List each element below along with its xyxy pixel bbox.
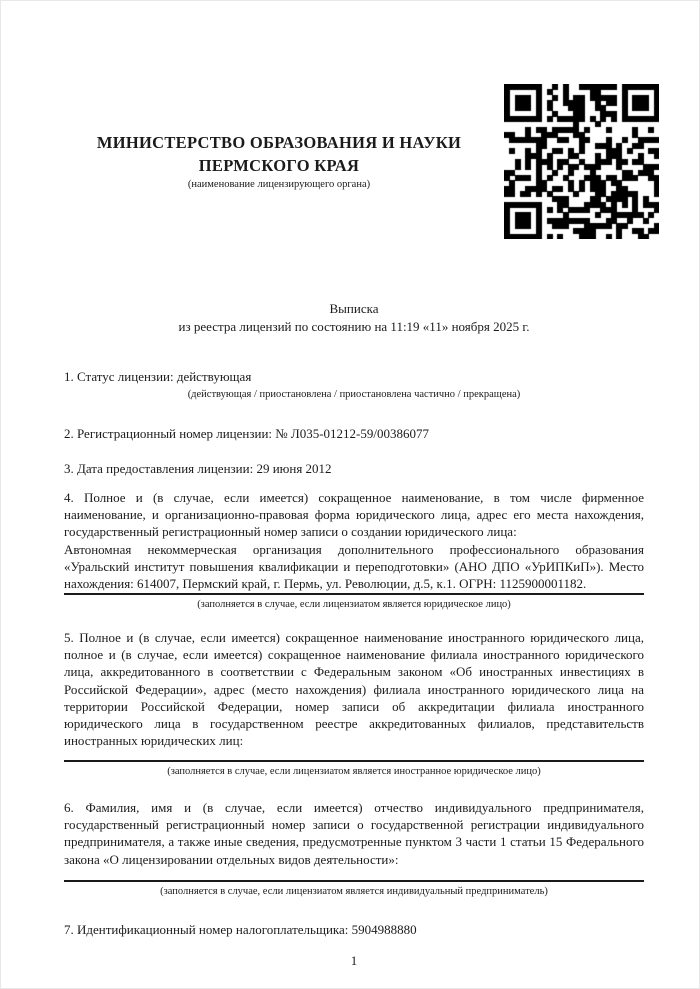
item-legal-entity-value: Автономная некоммерческая организация дополнительного профессионального образования «Уральский институт повышения квалификации и переподготовки» (АНО ДПО «УрИПКиП»). Место нахождения: 614007, Пермский край, г. Пермь, ул. Революции, д.5, к.1. ОГРН: 1125900001182. bbox=[64, 541, 644, 595]
title-line1: Выписка bbox=[329, 301, 379, 316]
document-title bbox=[64, 300, 644, 336]
item-license-status: 1. Статус лицензии: действующая bbox=[64, 369, 252, 384]
item-legal-entity-caption: (заполняется в случае, если лицензиатом является юридическое лицо) bbox=[197, 598, 511, 610]
item-legal-entity bbox=[64, 489, 644, 612]
item-individual-entrepreneur-blank-line bbox=[64, 880, 644, 882]
licensing-authority-header bbox=[64, 131, 494, 192]
item-individual-entrepreneur-caption: (заполняется в случае, если лицензиатом является индивидуальный предприниматель) bbox=[160, 885, 548, 897]
authority-name-line1: МИНИСТЕРСТВО ОБРАЗОВАНИЯ И НАУКИ bbox=[96, 133, 462, 152]
item-registration-number: 2. Регистрационный номер лицензии: № Л035-01212-59/00386077 bbox=[64, 426, 430, 442]
item-foreign-entity-caption: (заполняется в случае, если лицензиатом является иностранное юридическое лицо) bbox=[167, 765, 541, 777]
item-license-date: 3. Дата предоставления лицензии: 29 июня 2012 bbox=[64, 460, 332, 476]
item-foreign-entity bbox=[64, 629, 644, 779]
title-line2: из реестра лицензий по состоянию на 11:19 «11» ноября 2025 г. bbox=[178, 319, 530, 334]
item-individual-entrepreneur-label: 6. Фамилия, имя и (в случае, если имеется) отчество индивидуального предпринимателя, государственный регистрационный номер записи о государственной регистрации индивидуального предпринимателя, а также иные сведения, предусмотренные пунктом 3 части 1 статьи 15 Федерального закона «О лицензировании отдельных видов деятельности»: bbox=[64, 799, 644, 867]
item-license-status-caption: (действующая / приостановлена / приостановлена частично / прекращена) bbox=[187, 389, 521, 401]
item-legal-entity-label: 4. Полное и (в случае, если имеется) сокращенное наименование, в том числе фирменное наименование, и организационно-правовая форма юридического лица, адрес его места нахождения, государственный регистрационный номер записи о создании юридического лица: bbox=[64, 489, 644, 540]
document-content bbox=[1, 131, 699, 969]
authority-name-line2: ПЕРМСКОГО КРАЯ bbox=[198, 156, 360, 175]
item-individual-entrepreneur bbox=[64, 799, 644, 899]
authority-caption: (наименование лицензирующего органа) bbox=[187, 179, 371, 190]
item-foreign-entity-label: 5. Полное и (в случае, если имеется) сокращенное наименование иностранного юридического лица, полное и (в случае, если имеется) сокращенное наименование филиала иностранного юридического лица, аккредитованного в соответствии с Федеральным законом «Об иностранных инвестициях в Российской Федерации», адрес (место нахождения) филиала иностранного юридического лица на территории Российской Федерации, номер записи об аккредитации филиала иностранного юридического лица в государственном реестре аккредитованных филиалов, представительств иностранных юридических лиц: bbox=[64, 629, 644, 749]
page-number: 1 bbox=[350, 953, 358, 969]
item-foreign-entity-blank-line bbox=[64, 760, 644, 762]
item-taxpayer-number: 7. Идентификационный номер налогоплательщика: 5904988880 bbox=[64, 921, 417, 937]
